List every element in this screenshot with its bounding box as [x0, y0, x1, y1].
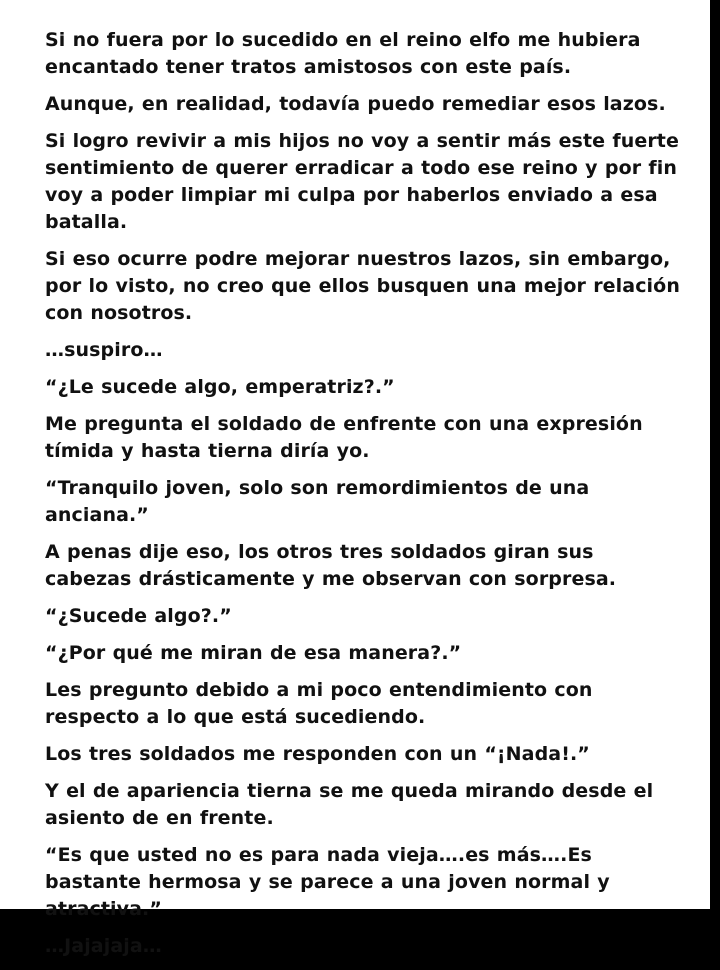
paragraph: A penas dije eso, los otros tres soldados giran sus cabezas drásticamente y me observan con sorpresa.	[45, 541, 617, 590]
paragraph: Y el de apariencia tierna se me queda mirando desde el asiento de en frente.	[45, 780, 654, 829]
paragraph: Si eso ocurre podre mejorar nuestros lazos, sin embargo, por lo visto, no creo que ellos busquen una mejor relación con nosotros.	[45, 248, 680, 324]
paragraph: Si no fuera por lo sucedido en el reino elfo me hubiera encantado tener tratos amistosos con este país.	[45, 29, 641, 78]
paragraph: “Es que usted no es para nada vieja….es más….Es bastante hermosa y se parece a una joven normal y atractiva.”	[45, 844, 610, 920]
paragraph: “Tranquilo joven, solo son remordimientos de una anciana.”	[45, 477, 590, 526]
paragraph: Me pregunta el soldado de enfrente con una expresión tímida y hasta tierna diría yo.	[45, 413, 643, 462]
text-body	[45, 27, 685, 970]
paragraph: Aunque, en realidad, todavía puedo remediar esos lazos.	[45, 93, 666, 115]
paragraph: …suspiro…	[45, 339, 163, 361]
paragraph: Les pregunto debido a mi poco entendimiento con respecto a lo que está sucediendo.	[45, 679, 593, 728]
paragraph: “¿Sucede algo?.”	[45, 605, 232, 627]
paragraph: “¿Le sucede algo, emperatriz?.”	[45, 376, 395, 398]
paragraph: Los tres soldados me responden con un “¡Nada!.”	[45, 743, 590, 765]
paragraph: “¿Por qué me miran de esa manera?.”	[45, 642, 462, 664]
paragraph: Si logro revivir a mis hijos no voy a sentir más este fuerte sentimiento de querer erradicar a todo ese reino y por fin voy a poder limpiar mi culpa por haberlos enviado a esa batalla.	[45, 130, 679, 233]
paragraph: …Jajajaja…	[45, 935, 162, 957]
